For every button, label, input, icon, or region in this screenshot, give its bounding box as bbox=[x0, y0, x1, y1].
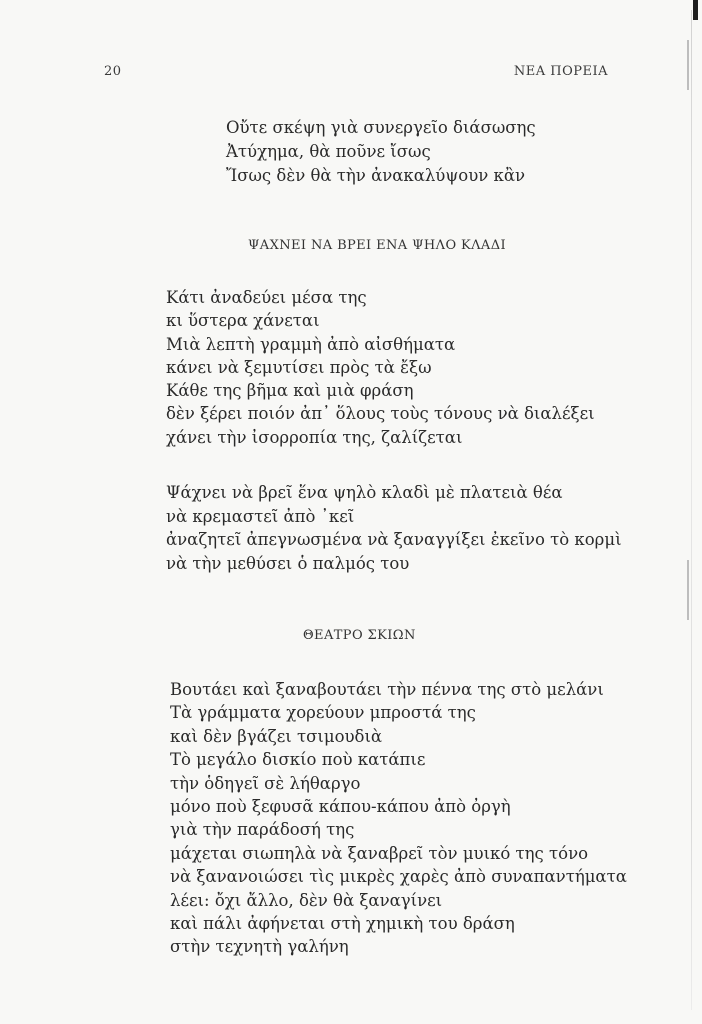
page-number: 20 bbox=[104, 64, 122, 79]
poem-line: στὴν τεχνητὴ γαλήνη bbox=[170, 937, 349, 957]
poem-line: νὰ ξανανοιώσει τὶς μικρὲς χαρὲς ἀπὸ συναπαντήματα bbox=[170, 867, 627, 887]
poem-line: ἀναζητεῖ ἀπεγνωσμένα νὰ ξαναγγίξει ἐκεῖνο τὸ κορμὶ bbox=[166, 530, 622, 549]
poem-line: Κάθε της βῆμα καὶ μιὰ φράση bbox=[166, 381, 414, 401]
poem-line: καὶ δὲν βγάζει τσιμουδιὰ bbox=[170, 726, 383, 746]
poem-line: Ψάχνει νὰ βρεῖ ἕνα ψηλὸ κλαδὶ μὲ πλατειὰ θέα bbox=[166, 483, 563, 502]
poem-title: ΘΕΑΤΡΟ ΣΚΙΩΝ bbox=[303, 628, 416, 643]
poem-line: μόνο ποὺ ξεφυσᾶ κάπου-κάπου ἀπὸ ὀργὴ bbox=[170, 797, 511, 817]
page-edge-mark bbox=[693, 0, 698, 20]
poem-line: κι ὕστερα χάνεται bbox=[166, 311, 320, 331]
poem-line: χάνει τὴν ἰσορροπία της, ζαλίζεται bbox=[166, 427, 463, 447]
poem-line: Οὔτε σκέψη γιὰ συνεργεῖο διάσωσης bbox=[226, 118, 536, 137]
poem-line: μάχεται σιωπηλὰ νὰ ξαναβρεῖ τὸν μυικό της τόνο bbox=[170, 843, 589, 863]
poem-line: νὰ κρεμαστεῖ ἀπὸ ᾽κεῖ bbox=[166, 506, 355, 526]
poem-line: Μιὰ λεπτὴ γραμμὴ ἀπὸ αἰσθήματα bbox=[166, 334, 456, 354]
poem-line: Τὸ μεγάλο δισκίο ποὺ κατάπιε bbox=[170, 750, 426, 770]
poem-stanza bbox=[170, 678, 627, 959]
running-title: ΝΕΑ ΠΟΡΕΙΑ bbox=[513, 64, 608, 79]
poem-line: Τὰ γράμματα χορεύουν μπροστά της bbox=[170, 703, 476, 723]
poem-line: κάνει νὰ ξεμυτίσει πρὸς τὰ ἔξω bbox=[166, 357, 432, 377]
poem-stanza bbox=[166, 481, 622, 575]
page-edge-tick bbox=[687, 560, 689, 620]
poem-line: τὴν ὁδηγεῖ σὲ λήθαργο bbox=[170, 773, 361, 793]
poem-line: Βουτάει καὶ ξαναβουτάει τὴν πέννα της στὸ μελάνι bbox=[170, 680, 604, 699]
page-edge-tick bbox=[687, 40, 689, 90]
poem-line: καὶ πάλι ἀφήνεται στὴ χημικὴ του δράση bbox=[170, 914, 515, 934]
poem-line: λέει: ὄχι ἄλλο, δὲν θὰ ξαναγίνει bbox=[170, 890, 443, 910]
opening-stanza bbox=[226, 116, 536, 188]
poem-line: Κάτι ἀναδεύει μέσα της bbox=[166, 288, 367, 307]
poem-line: γιὰ τὴν παράδοσή της bbox=[170, 820, 355, 840]
poem-line: Ἴσως δὲν θὰ τὴν ἀνακαλύψουν κἂν bbox=[226, 166, 526, 185]
poem-line: Ἀτύχημα, θὰ ποῦνε ἴσως bbox=[226, 142, 431, 161]
poem-line: νὰ τὴν μεθύσει ὁ παλμός του bbox=[166, 553, 410, 573]
poem-stanza bbox=[166, 286, 595, 449]
poem-line: δὲν ξέρει ποιόν ἀπ᾽ ὅλους τοὺς τόνους νὰ διαλέξει bbox=[166, 404, 595, 424]
page-edge-shadow bbox=[691, 10, 692, 1010]
poem-title: ΨΑΧΝΕΙ ΝΑ ΒΡΕΙ ΕΝΑ ΨΗΛΟ ΚΛΑΔΙ bbox=[248, 238, 507, 253]
